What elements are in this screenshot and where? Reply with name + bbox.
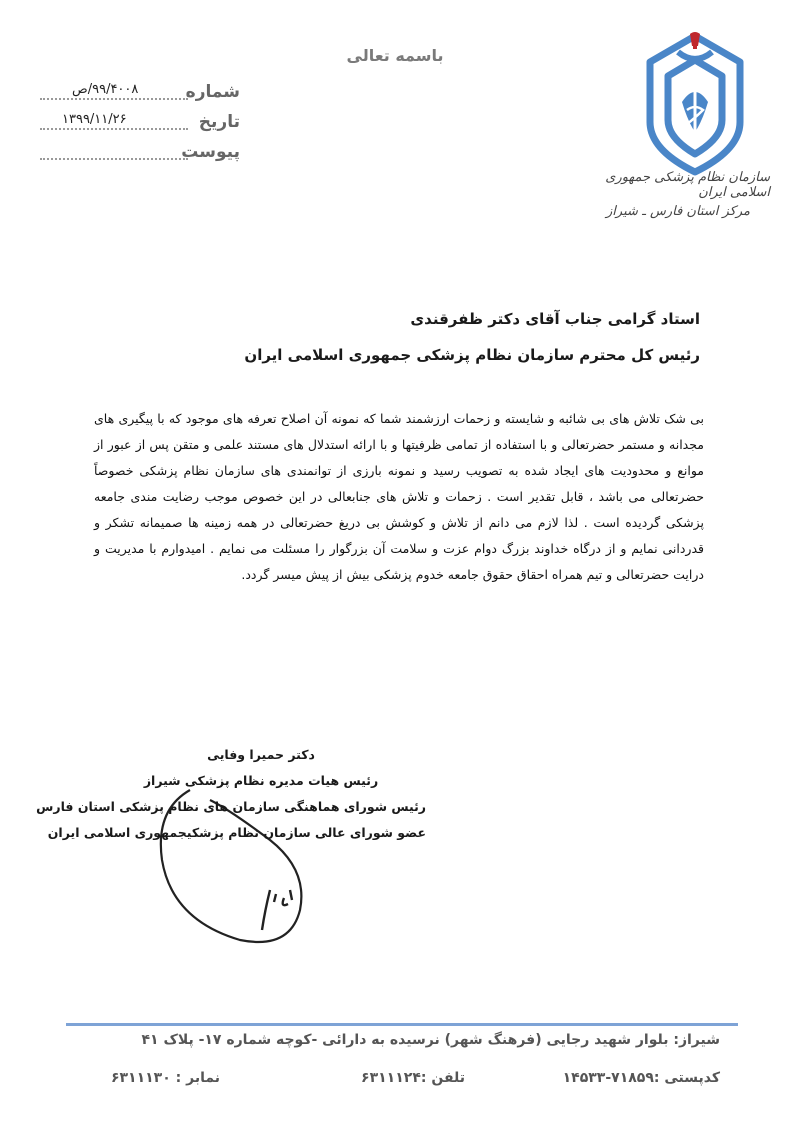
signature-block	[36, 742, 426, 846]
letter-body	[94, 406, 704, 588]
signatory-title-2: رئیس شورای هماهنگی سازمان های نظام پزشکی استان فارس	[36, 799, 426, 814]
letter-number-dots	[40, 98, 188, 100]
footer-phone: تلفن :۶۳۱۱۱۲۴	[361, 1070, 465, 1086]
signatory-title-3: عضو شورای عالی سازمان نظام پزشکیجمهوری اسلامی ایران	[47, 825, 426, 840]
letter-attachment-label: پیوست	[181, 142, 240, 162]
signatory-name: دکتر حمیرا وفایی	[207, 747, 315, 762]
footer-address: شیراز: بلوار شهید رجایی (فرهنگ شهر) نرسیده به دارائی -کوچه شماره ۱۷- پلاک ۴۱	[141, 1032, 720, 1048]
letter-number-row	[40, 82, 240, 108]
letter-number-label: شماره	[185, 82, 240, 102]
letter-attachment-dots	[40, 158, 188, 160]
letter-date-row	[40, 112, 240, 138]
letter-number-value: ۹۹/۴۰۰۸/ص	[72, 82, 139, 97]
letter-date-value: ۱۳۹۹/۱۱/۲۶	[62, 112, 127, 127]
recipient-name: استاد گرامی جناب آقای دکتر ظفرقندی	[410, 310, 700, 328]
footer-fax: نمابر : ۶۳۱۱۱۳۰	[110, 1070, 220, 1086]
organization-name: سازمان نظام پزشکی جمهوری اسلامی ایران	[605, 170, 770, 200]
signatory-title-1: رئیس هیات مدیره نظام پزشکی شیراز	[143, 773, 379, 788]
footer-postal-code: کدپستی :۷۱۸۵۹-۱۴۵۳۳	[562, 1070, 720, 1086]
letter-date-label: تاریخ	[198, 112, 240, 132]
letter-attachment-row	[40, 142, 240, 168]
footer-divider	[66, 1023, 738, 1026]
footer-contacts	[100, 1070, 720, 1092]
basmala-heading: باسمه تعالی	[346, 46, 444, 65]
organization-branch: مرکز استان فارس ـ شیراز	[606, 204, 750, 219]
medical-council-logo-icon	[640, 32, 750, 182]
letter-paragraph: بی شک تلاش های بی شائبه و شایسته و زحمات ارزشمند شما که نمونه آن اصلاح تعرفه های موجود که با پیگیری های مجدانه و مستمر حضرتعالی و با استفاده از تمامی ظرفیتها و با ارائه استدلال های مستند علمی و متقن پس از عبور از موانع و محدودیت های ایجاد شده به تصویب رسید و نمونه بارزی از توانمندی های سازمان نظام پزشکی خصوصاً حضرتعالی می باشد ، قابل تقدیر است . زحمات و تلاش های جنابعالی در این خصوص موجب رضایت مندی جامعه پزشکی گردیده است . لذا لازم می دانم از تلاش و کوشش بی دریغ حضرتعالی در همه زمینه ها صمیمانه تشکر و قدردانی نمایم و از درگاه خداوند بزرگ دوام عزت و سلامت آن بزرگوار را مسئلت می نمایم . امیدوارم با مدیریت و درایت حضرتعالی و تیم همراه احقاق حقوق جامعه خدوم پزشکی بیش از پیش میسر گردد.	[94, 411, 704, 582]
letter-date-dots	[40, 128, 188, 130]
recipient-title: رئیس کل محترم سازمان نظام پزشکی جمهوری اسلامی ایران	[244, 346, 700, 364]
